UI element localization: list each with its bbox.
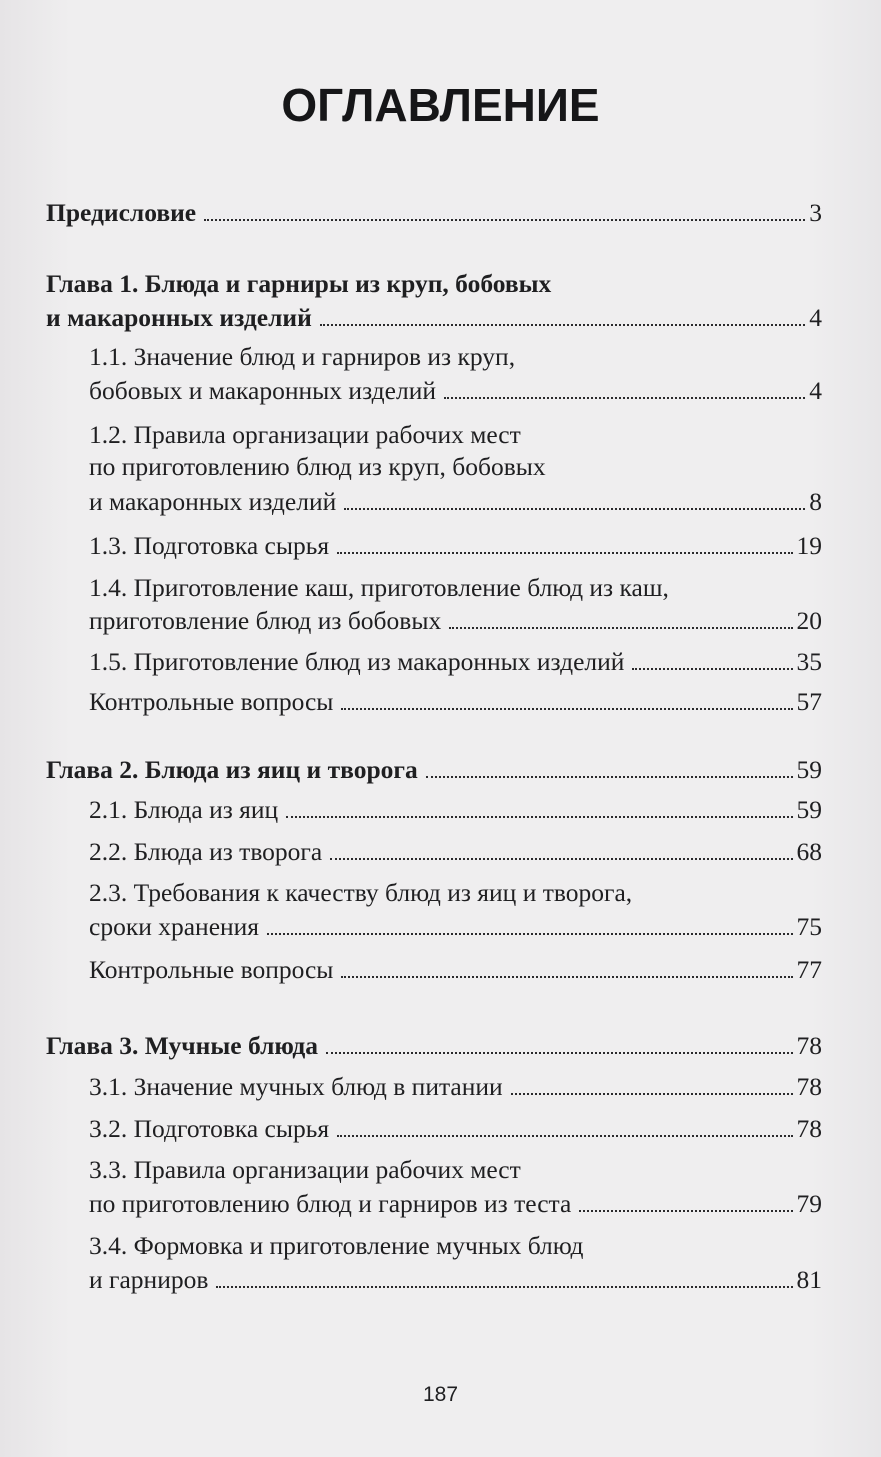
toc-section-1-4-line1: 1.4. Приготовление каш, приготовление блюд из каш, bbox=[89, 573, 669, 602]
toc-section-1-3 bbox=[89, 531, 822, 561]
dot-leader bbox=[320, 324, 805, 326]
toc-entry-label: Контрольные вопросы bbox=[89, 687, 334, 716]
toc-entry-label: Глава 2. Блюда из яиц и творога bbox=[46, 755, 418, 784]
toc-page-number: 8 bbox=[809, 487, 822, 516]
toc-entry-label: Глава 3. Мучные блюда bbox=[46, 1031, 319, 1060]
toc-section-2-3 bbox=[89, 912, 822, 942]
toc-entry-label: 2.2. Блюда из творога bbox=[89, 837, 323, 866]
toc-page-number: 75 bbox=[796, 912, 822, 941]
toc-entry-label: 3.1. Значение мучных блюд в питании bbox=[89, 1072, 503, 1101]
toc-entry-label: и гарниров bbox=[89, 1265, 209, 1294]
toc-page-number: 35 bbox=[796, 647, 822, 676]
toc-page-number: 79 bbox=[796, 1189, 822, 1218]
toc-section-2-3-line1: 2.3. Требования к качеству блюд из яиц и творога, bbox=[89, 878, 633, 907]
dot-leader bbox=[337, 552, 792, 554]
toc-page-number: 68 bbox=[796, 837, 822, 866]
dot-leader bbox=[344, 508, 805, 510]
toc-entry-label: 3.2. Подготовка сырья bbox=[89, 1114, 330, 1143]
toc-page-number: 4 bbox=[809, 303, 822, 332]
toc-section-2-1 bbox=[89, 795, 822, 825]
toc-entry-label: 1.5. Приготовление блюд из макаронных изделий bbox=[89, 647, 625, 676]
toc-chapter-1-title-line1: Глава 1. Блюда и гарниры из круп, бобовых bbox=[46, 269, 552, 298]
toc-page-number: 78 bbox=[796, 1072, 822, 1101]
dot-leader bbox=[330, 858, 792, 860]
toc-control-questions-2 bbox=[89, 955, 822, 985]
toc-entry-label: Контрольные вопросы bbox=[89, 955, 334, 984]
dot-leader bbox=[341, 976, 792, 978]
toc-entry-label: 1.3. Подготовка сырья bbox=[89, 531, 330, 560]
dot-leader bbox=[579, 1210, 792, 1212]
toc-section-1-5 bbox=[89, 647, 822, 677]
toc-page-number: 77 bbox=[796, 955, 822, 984]
page-number: 187 bbox=[422, 1383, 459, 1406]
toc-section-3-1 bbox=[89, 1072, 822, 1102]
toc-page-number: 59 bbox=[796, 755, 822, 784]
toc-chapter-2 bbox=[46, 755, 822, 785]
toc-page-number: 59 bbox=[796, 795, 822, 824]
toc-entry-label: приготовление блюд из бобовых bbox=[89, 606, 442, 635]
dot-leader bbox=[511, 1093, 793, 1095]
toc-page-number: 81 bbox=[796, 1265, 822, 1294]
dot-leader bbox=[632, 668, 792, 670]
dot-leader bbox=[444, 397, 805, 399]
toc-section-1-1 bbox=[89, 376, 822, 406]
dot-leader bbox=[286, 816, 792, 818]
dot-leader bbox=[337, 1135, 792, 1137]
toc-section-3-4 bbox=[89, 1265, 822, 1295]
toc-page-number: 78 bbox=[796, 1114, 822, 1143]
dot-leader bbox=[267, 933, 792, 935]
toc-page-number: 4 bbox=[809, 376, 822, 405]
dot-leader bbox=[341, 708, 792, 710]
toc-section-1-1-line1: 1.1. Значение блюд и гарниров из круп, bbox=[89, 342, 516, 371]
dot-leader bbox=[426, 776, 793, 778]
toc-entry-label: Предисловие bbox=[46, 198, 197, 227]
toc-entry-label: бобовых и макаронных изделий bbox=[89, 376, 436, 405]
toc-entry-label: сроки хранения bbox=[89, 912, 260, 941]
toc-page-number: 78 bbox=[796, 1031, 822, 1060]
toc-section-1-4 bbox=[89, 606, 822, 636]
toc-control-questions-1 bbox=[89, 687, 822, 717]
toc-section-1-2 bbox=[89, 487, 822, 517]
dot-leader bbox=[204, 219, 805, 221]
toc-entry-label: 2.1. Блюда из яиц bbox=[89, 795, 279, 824]
toc-entry-label: и макаронных изделий bbox=[89, 487, 337, 516]
dot-leader bbox=[216, 1286, 792, 1288]
toc-section-3-3 bbox=[89, 1189, 822, 1219]
toc-page-number: 3 bbox=[809, 198, 822, 227]
toc-entry-label: по приготовлению блюд и гарниров из теста bbox=[89, 1189, 572, 1218]
toc-section-3-4-line1: 3.4. Формовка и приготовление мучных блюд bbox=[89, 1231, 584, 1260]
page-heading: ОГЛАВЛЕНИЕ bbox=[281, 79, 600, 131]
toc-section-1-2-line1: 1.2. Правила организации рабочих мест bbox=[89, 420, 521, 449]
toc-section-3-3-line1: 3.3. Правила организации рабочих мест bbox=[89, 1155, 521, 1184]
toc-page-number: 20 bbox=[796, 606, 822, 635]
toc-section-2-2 bbox=[89, 837, 822, 867]
toc-chapter-3 bbox=[46, 1031, 822, 1061]
toc-chapter-1 bbox=[46, 303, 822, 333]
toc-section-1-2-line2: по приготовлению блюд из круп, бобовых bbox=[89, 452, 546, 481]
toc-page-number: 57 bbox=[796, 687, 822, 716]
toc-section-3-2 bbox=[89, 1114, 822, 1144]
toc-entry-preface bbox=[46, 198, 822, 228]
toc-page-number: 19 bbox=[796, 531, 822, 560]
toc-entry-label: и макаронных изделий bbox=[46, 303, 312, 332]
dot-leader bbox=[326, 1052, 792, 1054]
dot-leader bbox=[449, 627, 792, 629]
